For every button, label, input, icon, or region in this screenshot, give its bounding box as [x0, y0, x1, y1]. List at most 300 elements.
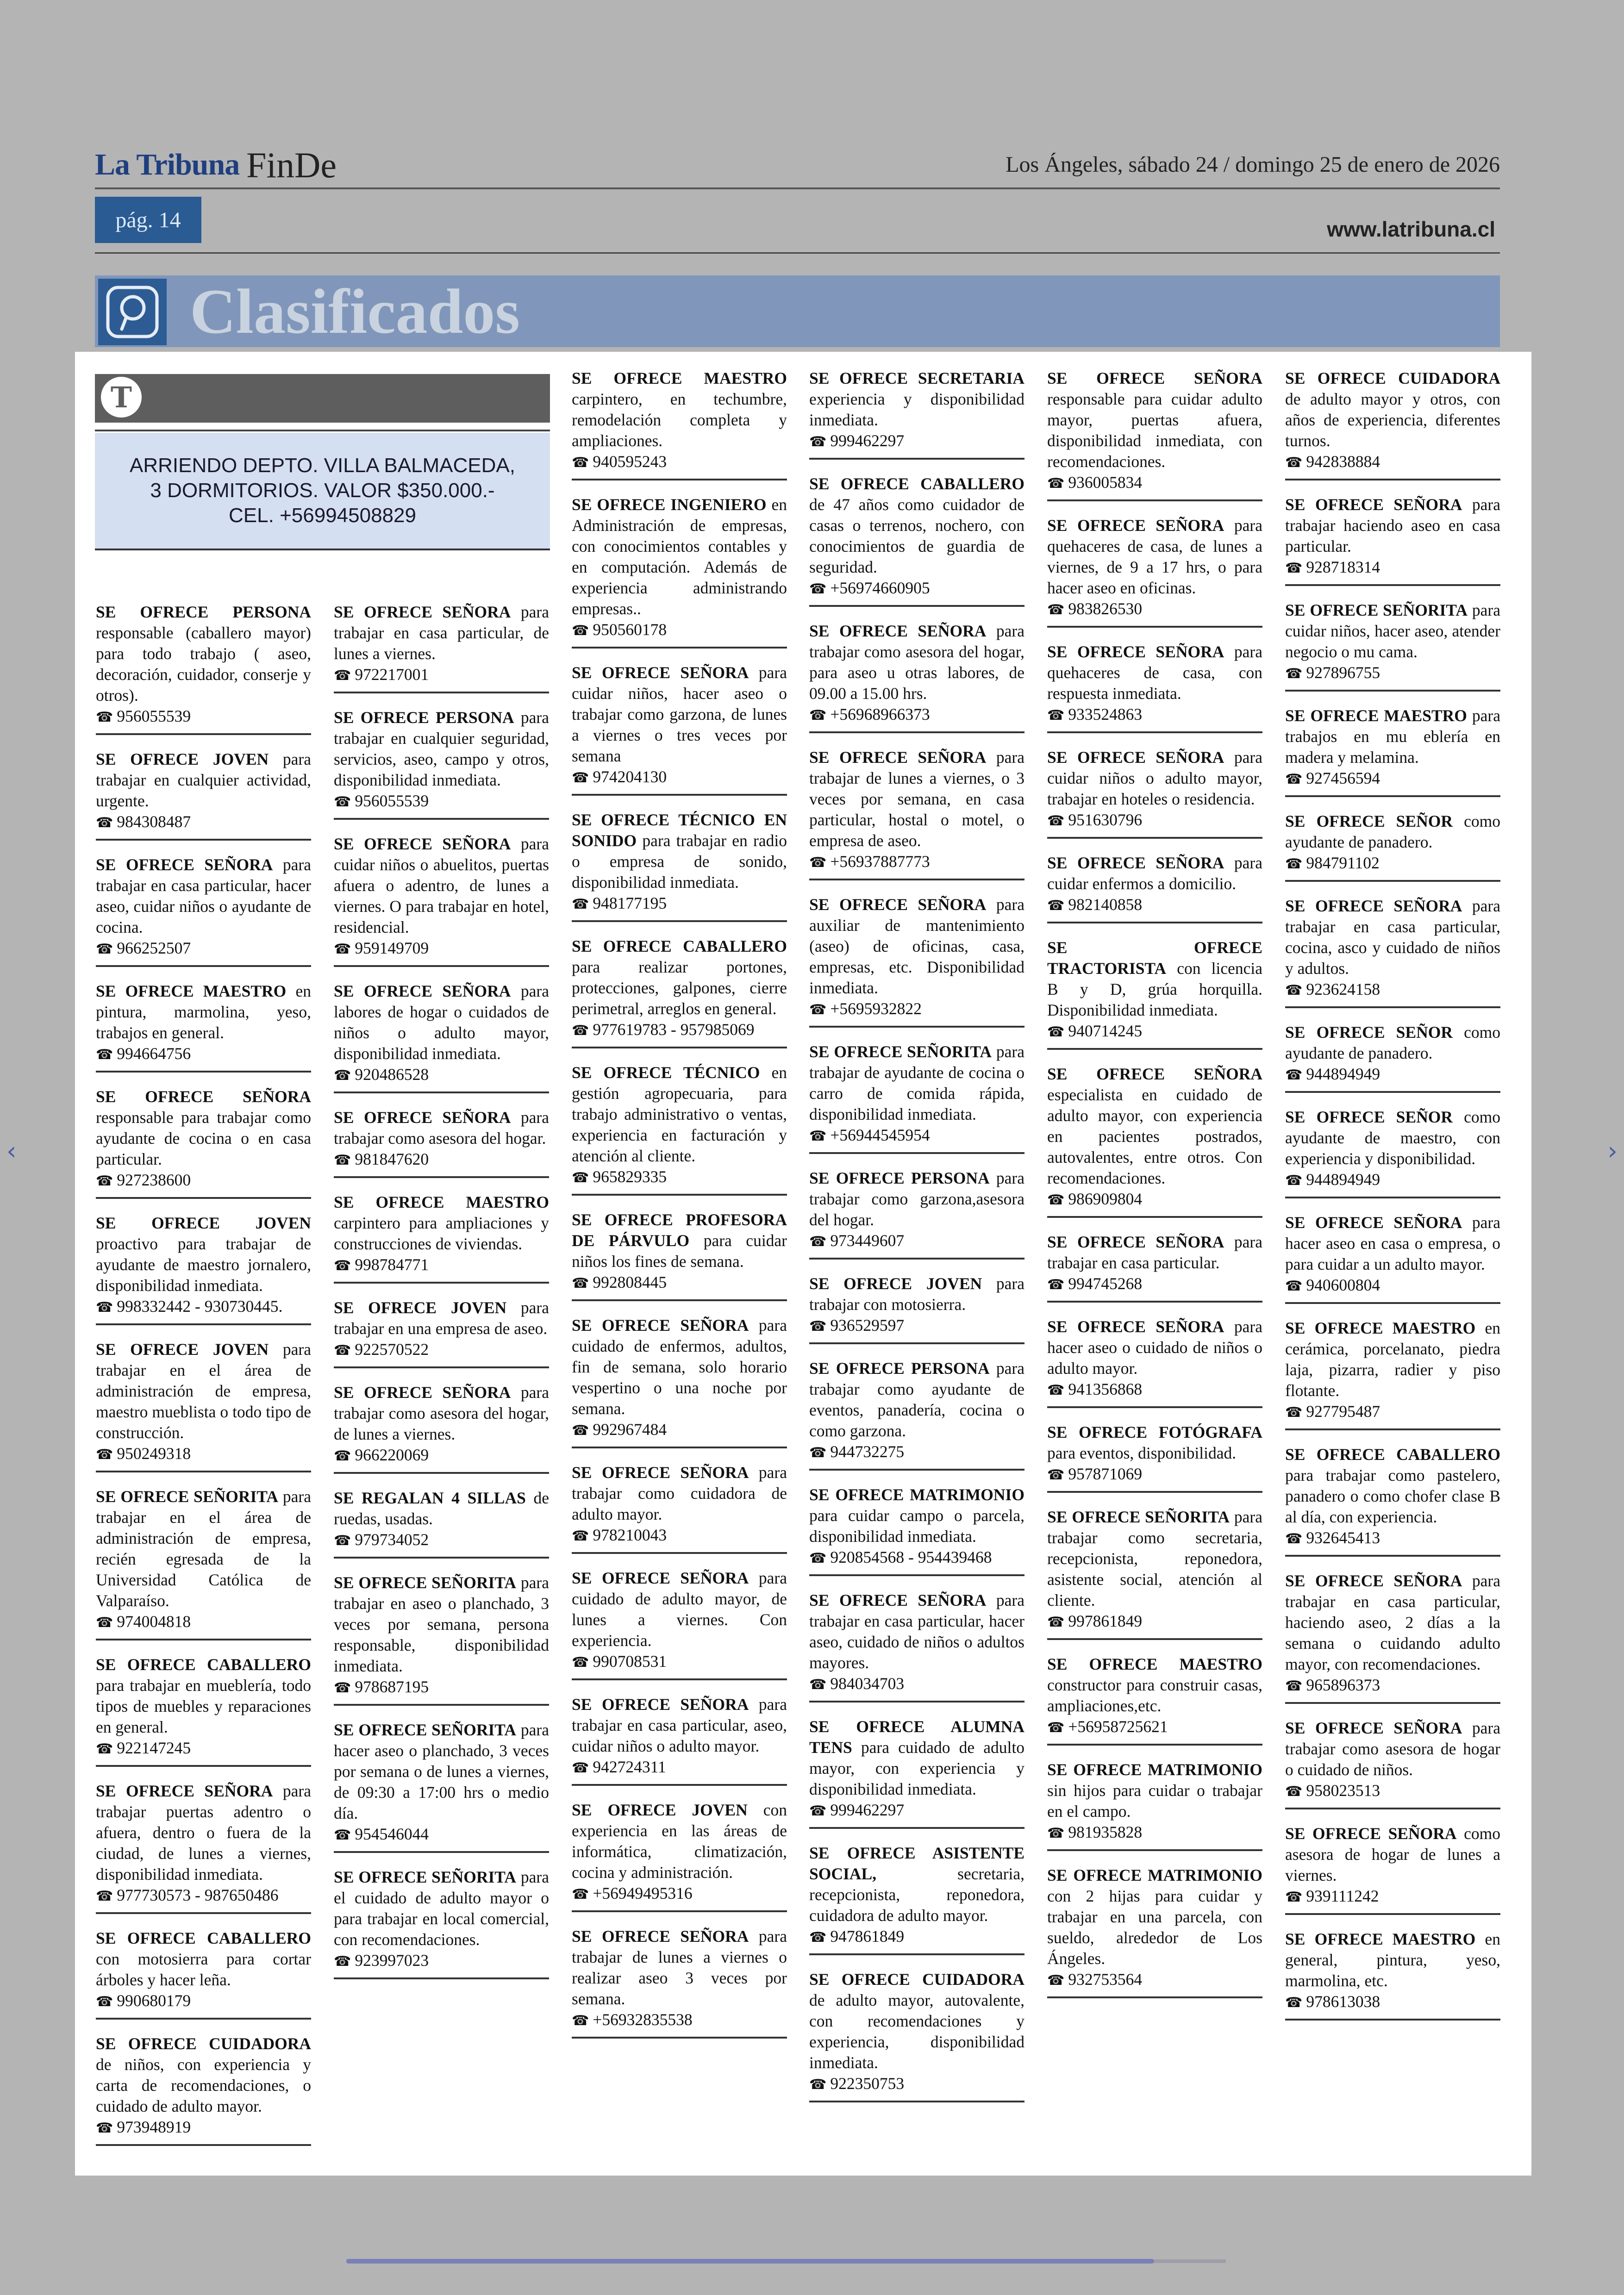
classified-ad — [334, 707, 549, 820]
classified-ad — [809, 621, 1024, 733]
ad-phone: 999462297 — [830, 431, 905, 450]
classified-ad — [1047, 1316, 1262, 1408]
ad-heading: SE OFRECE SEÑORA — [1285, 1572, 1462, 1590]
ad-heading: SE OFRECE SEÑORITA — [1285, 601, 1468, 619]
classified-ad — [334, 1488, 549, 1559]
ad-phone: 982140858 — [1068, 895, 1143, 914]
phone-icon: ☎ — [1047, 1382, 1065, 1398]
ad-body: en gestión agropecuaria, para trabajo administrativo o ventas, experiencia en facturación y atención al cliente. — [572, 1063, 787, 1165]
header-rule — [95, 187, 1500, 189]
ad-body: para hacer aseo o planchado, 3 veces por semana o de lunes a viernes, de 09:30 a 17:00 hrs o medio día. — [334, 1721, 550, 1822]
ad-body: para trabajar como asesora del hogar, para aseo u otras labores, de 09.00 a 15.00 hrs. — [809, 622, 1025, 703]
ad-body: con licencia B y D, grúa horquilla. Disponibilidad inmediata. — [1047, 959, 1262, 1019]
classified-ad — [1047, 1507, 1262, 1640]
phone-icon: ☎ — [1047, 1467, 1065, 1483]
phone-icon: ☎ — [572, 623, 589, 639]
classified-ad — [334, 1720, 549, 1853]
phone-icon: ☎ — [1047, 1192, 1065, 1208]
section-title: Clasificados — [190, 276, 520, 347]
phone-icon: ☎ — [809, 1445, 827, 1461]
classified-ad — [809, 1969, 1024, 2102]
phone-icon: ☎ — [1285, 856, 1303, 872]
featured-ad-line: 3 DORMITORIOS. VALOR $350.000.- — [150, 479, 495, 502]
classified-ad — [96, 1339, 311, 1472]
ad-heading: SE OFRECE MAESTRO — [1047, 1655, 1262, 1673]
ad-heading: SE OFRECE SEÑORA — [572, 1569, 749, 1587]
previous-page-arrow-icon[interactable]: ‹ — [6, 1136, 17, 1166]
ad-heading: SE OFRECE SEÑORA — [1285, 495, 1462, 514]
ad-body: para trabajar en casa particular, haciendo aseo, 2 días a la semana o cuidando adulto mayor, con recomendaciones. — [1285, 1572, 1501, 1673]
ad-phone: 922147245 — [117, 1739, 191, 1757]
phone-icon: ☎ — [572, 1023, 589, 1039]
phone-icon: ☎ — [1285, 1678, 1303, 1694]
ad-body: para trabajar como garzona,asesora del hogar. — [809, 1169, 1025, 1229]
ad-heading: SE OFRECE SEÑORITA — [1047, 1508, 1230, 1526]
phone-icon: ☎ — [334, 941, 351, 957]
classified-ad — [334, 981, 549, 1093]
ad-body: para trabajar puertas adentro o afuera, dentro o fuera de la ciudad, de lunes a viernes, disponibilidad inmediata. — [96, 1782, 312, 1883]
classified-ad — [1047, 853, 1262, 923]
phone-icon: ☎ — [572, 1654, 589, 1671]
ad-heading: SE OFRECE SECRETARIA — [809, 369, 1024, 387]
phone-icon: ☎ — [572, 770, 589, 786]
phone-icon: ☎ — [809, 1318, 827, 1335]
ad-phone: 990708531 — [593, 1652, 667, 1671]
ad-heading: SE OFRECE SEÑORA — [1047, 516, 1224, 535]
classifieds-column-6 — [1285, 368, 1500, 2034]
phone-icon: ☎ — [572, 1528, 589, 1544]
ad-phone: 927896755 — [1306, 663, 1380, 682]
ad-body: para trabajar como ayudante de eventos, panadería, cocina o como garzona. — [809, 1359, 1025, 1440]
ad-body: carpintero para ampliaciones y construcciones de viviendas. — [334, 1214, 549, 1253]
ad-heading: SE OFRECE JOVEN — [96, 1340, 269, 1359]
phone-icon: ☎ — [572, 1760, 589, 1776]
phone-icon: ☎ — [1285, 1784, 1303, 1800]
ad-phone: +5695932822 — [830, 999, 922, 1018]
ad-body: para trabajar en radio o empresa de sonido, disponibilidad inmediata. — [572, 831, 787, 892]
ad-heading: SE OFRECE SEÑORA — [572, 1695, 749, 1714]
ad-phone: +56968966373 — [830, 705, 930, 723]
ad-heading: SE OFRECE PERSONA — [809, 1169, 990, 1187]
ad-heading: SE OFRECE SEÑORITA — [96, 1487, 278, 1506]
phone-icon: ☎ — [334, 1827, 351, 1843]
ad-body: en pintura, marmolina, yeso, trabajos en general. — [96, 982, 312, 1042]
ad-phone: 983826530 — [1068, 599, 1143, 618]
ad-heading: SE OFRECE SEÑORA — [96, 1782, 273, 1800]
phone-icon: ☎ — [1285, 560, 1303, 576]
ad-body: responsable para cuidar adulto mayor, puertas afuera, disponibilidad inmediata, con recomendaciones. — [1047, 390, 1262, 471]
dateline: Los Ángeles, sábado 24 / domingo 25 de enero de 2026 — [1006, 152, 1500, 177]
ad-phone: 978687195 — [355, 1678, 429, 1696]
scrollbar-thumb[interactable] — [346, 2259, 1154, 2264]
classified-ad — [572, 936, 787, 1048]
ad-body: de adulto mayor y otros, con años de experiencia, diferentes turnos. — [1285, 390, 1500, 450]
ad-body: para cuidar niños, hacer aseo o trabajar como garzona, de lunes a viernes o tres veces por semana — [572, 663, 787, 765]
ad-body: con motosierra para cortar árboles y hacer leña. — [96, 1950, 311, 1989]
phone-icon: ☎ — [334, 1448, 351, 1464]
ad-body: de 47 años como cuidador de casas o terrenos, nochero, con conocimientos de guardia de seguridad. — [809, 495, 1024, 576]
ad-phone: +56949495316 — [593, 1884, 693, 1902]
classified-ad — [572, 368, 787, 480]
phone-icon: ☎ — [334, 1953, 351, 1970]
classified-ad — [96, 981, 311, 1073]
phone-icon: ☎ — [1047, 1972, 1065, 1989]
ad-phone: 998784771 — [355, 1255, 429, 1274]
classified-ad — [334, 602, 549, 693]
classified-ad — [809, 368, 1024, 460]
classified-ad — [572, 662, 787, 796]
ad-phone: 928718314 — [1306, 558, 1380, 576]
ad-phone: 947861849 — [830, 1927, 905, 1946]
ad-heading: SE OFRECE PROFESORA DE PÁRVULO — [572, 1210, 787, 1250]
classified-ad — [1285, 368, 1500, 480]
phone-icon: ☎ — [572, 1422, 589, 1439]
ad-heading: SE OFRECE SEÑORA — [334, 835, 511, 853]
ad-body: en Administración de empresas, con conocimientos contables y en computación. Además de experiencia administrando empresas.. — [572, 495, 787, 618]
ad-phone: 981935828 — [1068, 1823, 1143, 1841]
classified-ad — [96, 1486, 311, 1640]
ad-phone: 984034703 — [830, 1674, 905, 1693]
classified-ad — [1285, 600, 1500, 692]
ad-phone: 922350753 — [830, 2074, 905, 2093]
phone-icon: ☎ — [1047, 707, 1065, 723]
ad-body: para trabajar como cuidadora de adulto mayor. — [572, 1463, 787, 1523]
ad-heading: SE OFRECE SEÑORA — [572, 1927, 749, 1946]
website-link[interactable]: www.latribuna.cl — [1327, 217, 1495, 241]
phone-icon: ☎ — [334, 794, 351, 810]
classified-ad — [1047, 1232, 1262, 1303]
ad-phone: 981847620 — [355, 1150, 429, 1168]
ad-phone: 973449607 — [830, 1231, 905, 1250]
phone-icon: ☎ — [809, 1803, 827, 1819]
featured-ad-header — [95, 374, 550, 423]
ad-phone: 944894949 — [1306, 1170, 1380, 1189]
phone-icon: ☎ — [809, 707, 827, 723]
ad-body: sin hijos para cuidar o trabajar en el campo. — [1047, 1781, 1262, 1821]
ad-body: como ayudante de panadero. — [1285, 812, 1500, 851]
ad-heading: SE OFRECE MAESTRO — [1285, 706, 1467, 725]
ad-body: para trabajar en mueblería, todo tipos de muebles y reparaciones en general. — [96, 1676, 311, 1736]
ad-heading: SE OFRECE MATRIMONIO — [1047, 1866, 1262, 1884]
ad-body: para trabajar como asesora de hogar o cuidado de niños. — [1285, 1719, 1501, 1779]
ad-body: para trabajar en una empresa de aseo. — [334, 1298, 549, 1338]
featured-ad — [95, 433, 550, 550]
ad-heading: SE OFRECE SEÑORITA — [334, 1868, 516, 1886]
ad-body: para auxiliar de mantenimiento (aseo) de oficinas, casa, empresas, etc. Disponibilidad inmediata. — [809, 895, 1025, 997]
phone-icon: ☎ — [809, 434, 827, 450]
phone-icon: ☎ — [334, 667, 351, 684]
ad-body: responsable para trabajar como ayudante de cocina o en casa particular. — [96, 1108, 311, 1168]
ad-phone: +56958725621 — [1068, 1717, 1168, 1736]
ad-heading: SE OFRECE SEÑORA — [96, 1087, 311, 1106]
classified-ad — [96, 1213, 311, 1325]
ad-heading: SE OFRECE SEÑOR — [1285, 1108, 1453, 1126]
ad-body: para quehaceres de casa, con respuesta inmediata. — [1047, 642, 1263, 703]
ad-phone: 927238600 — [117, 1171, 191, 1189]
ad-body: para trabajar de ayudante de cocina o carro de comida rápida, disponibilidad inmediata. — [809, 1042, 1025, 1123]
ad-phone: 994664756 — [117, 1044, 191, 1063]
classified-ad — [809, 1358, 1024, 1471]
ad-body: para trabajar en el área de administración de empresa, maestro mueblista o todo tipo de construcción. — [96, 1340, 311, 1442]
classified-ad — [334, 834, 549, 967]
ad-heading: SE OFRECE SEÑORITA — [809, 1042, 992, 1061]
classified-ad — [1047, 1654, 1262, 1746]
classified-ad — [96, 602, 311, 735]
ad-body: para trabajar en casa particular, aseo, cuidar niños o adulto mayor. — [572, 1695, 787, 1755]
classified-ad — [334, 1867, 549, 1979]
ad-heading: SE OFRECE TRACTORISTA — [1047, 938, 1262, 978]
ad-heading: SE OFRECE SEÑORA — [1285, 1213, 1462, 1232]
classified-ad — [1047, 1422, 1262, 1493]
ad-phone: 966252507 — [117, 939, 191, 957]
phone-icon: ☎ — [809, 1128, 827, 1144]
ad-heading: SE OFRECE MATRIMONIO — [1047, 1760, 1262, 1779]
ad-body: para trabajar en casa particular, cocina, asco y cuidado de niños y adultos. — [1285, 897, 1501, 978]
classified-ad — [334, 1107, 549, 1178]
ad-phone: 965829335 — [593, 1167, 667, 1186]
phone-icon: ☎ — [96, 2120, 113, 2136]
ad-heading: SE OFRECE JOVEN — [96, 1214, 311, 1232]
classified-ad — [96, 1781, 311, 1914]
ad-body: secretaria, recepcionista, reponedora, cuidadora de adulto mayor. — [809, 1865, 1024, 1925]
ad-phone: 956055539 — [355, 792, 429, 810]
ad-phone: 998332442 - 930730445. — [117, 1297, 283, 1316]
ad-phone: 942838884 — [1306, 452, 1380, 471]
ad-body: responsable (caballero mayor) para todo trabajo ( aseo, decoración, cuidador, conserje y otros). — [96, 624, 311, 705]
ad-body: de adulto mayor, autovalente, con recomendaciones y experiencia, disponibilidad inmediata. — [809, 1991, 1024, 2072]
phone-icon: ☎ — [96, 1615, 113, 1631]
classified-ad — [1285, 896, 1500, 1008]
classified-ad — [96, 749, 311, 841]
ad-phone: 958023513 — [1306, 1781, 1380, 1800]
ad-body: en general, pintura, yeso, marmolina, etc. — [1285, 1930, 1501, 1990]
ad-heading: SE OFRECE SEÑOR — [1285, 1023, 1453, 1041]
ad-body: para quehaceres de casa, de lunes a viernes, de 9 a 17 hrs, o para hacer aseo en oficinas. — [1047, 516, 1263, 597]
phone-icon: ☎ — [96, 1299, 113, 1316]
ad-body: para trabajar como pastelero, panadero o como chofer clase B al día, con experiencia. — [1285, 1466, 1500, 1526]
ad-heading: SE OFRECE JOVEN — [572, 1801, 748, 1819]
ad-heading: SE OFRECE SEÑORA — [809, 622, 987, 640]
phone-icon: ☎ — [1285, 1889, 1303, 1905]
ad-body: como ayudante de panadero. — [1285, 1023, 1500, 1062]
ad-body: para hacer aseo o cuidado de niños o adulto mayor. — [1047, 1317, 1263, 1378]
phone-icon: ☎ — [809, 581, 827, 597]
classified-ad — [96, 2033, 311, 2146]
classified-ad — [96, 1928, 311, 2020]
phone-icon: ☎ — [1047, 1024, 1065, 1040]
phone-icon: ☎ — [572, 2013, 589, 2029]
phone-icon: ☎ — [334, 1533, 351, 1549]
phone-icon: ☎ — [1285, 1995, 1303, 2011]
ad-phone: 959149709 — [355, 939, 429, 957]
ad-heading: SE OFRECE ALUMNA TENS — [809, 1717, 1024, 1757]
ad-phone: +56944545954 — [830, 1126, 930, 1144]
ad-body: para trabajos en mu eblería en madera y melamina. — [1285, 706, 1501, 767]
phone-icon: ☎ — [1285, 1172, 1303, 1189]
classified-ad — [809, 1716, 1024, 1829]
classified-ad — [1047, 937, 1262, 1050]
classified-ad — [572, 1315, 787, 1448]
ad-phone: 920854568 - 954439468 — [830, 1548, 992, 1566]
phone-icon: ☎ — [96, 1888, 113, 1904]
ad-body: de niños, con experiencia y carta de recomendaciones, o cuidado de adulto mayor. — [96, 2055, 311, 2115]
classified-ad — [1285, 1022, 1500, 1093]
ad-phone: 978210043 — [593, 1526, 667, 1544]
ad-heading: SE OFRECE SEÑORA — [1047, 748, 1224, 767]
classified-ad — [96, 1086, 311, 1199]
classified-ad — [809, 474, 1024, 607]
ad-phone: 932645413 — [1306, 1528, 1380, 1547]
ad-phone: 944894949 — [1306, 1065, 1380, 1083]
classified-ad — [809, 1590, 1024, 1703]
ad-phone: 936529597 — [830, 1316, 905, 1335]
ad-phone: 999462297 — [830, 1801, 905, 1819]
phone-icon: ☎ — [96, 1173, 113, 1189]
ad-heading: SE OFRECE SEÑORA — [572, 663, 749, 682]
phone-icon: ☎ — [334, 1680, 351, 1696]
tribuna-logo-icon: T — [98, 374, 144, 420]
ad-heading: SE OFRECE SEÑORA — [1047, 369, 1262, 387]
ad-phone: 979734052 — [355, 1530, 429, 1549]
ad-body: para trabajar haciendo aseo en casa particular. — [1285, 495, 1501, 555]
ad-body: especialista en cuidado de adulto mayor, con experiencia en pacientes postrados, autovalentes, entre otros. Con recomendaciones. — [1047, 1085, 1262, 1187]
ad-phone: 951630796 — [1068, 811, 1143, 829]
phone-icon: ☎ — [572, 896, 589, 912]
classified-ad — [572, 810, 787, 922]
classified-ad — [1047, 747, 1262, 839]
ad-phone: 933524863 — [1068, 705, 1143, 723]
ad-body: para cuidar niños o adulto mayor, trabajar en hoteles o residencia. — [1047, 748, 1263, 808]
ad-body: constructor para construir casas, ampliaciones,etc. — [1047, 1676, 1262, 1715]
phone-icon: ☎ — [1285, 982, 1303, 998]
phone-icon: ☎ — [809, 854, 827, 871]
ad-body: para trabajar en casa particular, de lunes a viernes. — [334, 603, 550, 663]
classified-ad — [96, 1654, 311, 1767]
ad-phone: 992967484 — [593, 1420, 667, 1439]
ad-heading: SE OFRECE FOTÓGRAFA — [1047, 1423, 1262, 1441]
classified-ad — [572, 1800, 787, 1912]
ad-body: para cuidar campo o parcela, disponibilidad inmediata. — [809, 1506, 1024, 1546]
phone-icon: ☎ — [1285, 1278, 1303, 1294]
featured-ad-line: ARRIENDO DEPTO. VILLA BALMACEDA, — [130, 454, 515, 477]
ad-phone: 972217001 — [355, 665, 429, 684]
ad-heading: SE OFRECE SEÑOR — [1285, 812, 1453, 830]
ad-body: para cuidado de adulto mayor, con experiencia y disponibilidad inmediata. — [809, 1738, 1025, 1798]
header-rule-2 — [95, 252, 1500, 254]
phone-icon: ☎ — [96, 1047, 113, 1063]
classified-ad — [572, 1926, 787, 2039]
ad-heading: SE OFRECE SEÑORA — [334, 982, 511, 1000]
ad-body: proactivo para trabajar de ayudante de maestro jornalero, disponibilidad inmediata. — [96, 1235, 311, 1295]
ad-body: para trabajar como asesora del hogar, de lunes a viernes. — [334, 1383, 550, 1443]
phone-icon: ☎ — [572, 1275, 589, 1291]
ad-phone: 940714245 — [1068, 1022, 1143, 1040]
classified-ad — [572, 1062, 787, 1196]
ad-body: para labores de hogar o cuidados de niños o adulto mayor, disponibilidad inmediata. — [334, 982, 550, 1063]
phone-icon: ☎ — [1047, 813, 1065, 829]
ad-phone: 997861849 — [1068, 1612, 1143, 1630]
featured-ad-line: CEL. +56994508829 — [229, 504, 416, 527]
ad-phone: +56932835538 — [593, 2010, 693, 2029]
ad-heading: SE OFRECE SEÑORA — [1285, 897, 1462, 915]
ad-phone: 940595243 — [593, 452, 667, 471]
ad-body: con experiencia en las áreas de informática, climatización, cocina y administración. — [572, 1801, 787, 1882]
ad-body: para hacer aseo en casa o empresa, o para cuidar a un adulto mayor. — [1285, 1213, 1501, 1273]
classified-ad — [1285, 1107, 1500, 1198]
ad-body: para cuidar niños los fines de semana. — [572, 1231, 787, 1271]
ad-body: para trabajar como asesora del hogar. — [334, 1108, 550, 1148]
ad-phone: 939111242 — [1306, 1887, 1379, 1905]
ad-phone: 941356868 — [1068, 1380, 1143, 1398]
ad-heading: SE OFRECE MAESTRO — [1285, 1319, 1476, 1337]
phone-icon: ☎ — [809, 1929, 827, 1946]
ad-phone: 944732275 — [830, 1442, 905, 1461]
classified-ad — [809, 747, 1024, 880]
ad-body: para trabajar en casa particular. — [1047, 1233, 1263, 1272]
ad-phone: 927456594 — [1306, 769, 1380, 787]
ad-phone: 965896373 — [1306, 1676, 1380, 1694]
ad-body: experiencia y disponibilidad inmediata. — [809, 390, 1024, 429]
ad-phone: 932753564 — [1068, 1970, 1143, 1989]
ad-body: para cuidar enfermos a domicilio. — [1047, 854, 1263, 893]
classified-ad — [572, 1568, 787, 1680]
ad-body: como asesora de hogar de lunes a viernes. — [1285, 1824, 1500, 1884]
classified-ad — [1047, 515, 1262, 628]
classifieds-column-5 — [1047, 368, 1262, 2012]
phone-icon: ☎ — [96, 941, 113, 957]
ad-body: para trabajar de lunes a viernes, o 3 veces por semana, en casa particular, hostal o motel, o empresa de aseo. — [809, 748, 1025, 850]
ad-heading: SE OFRECE SEÑORA — [572, 1463, 749, 1482]
ad-phone: 984791102 — [1306, 854, 1380, 872]
ad-body: para cuidado de adulto mayor, de lunes a viernes. Con experiencia. — [572, 1569, 787, 1650]
ad-heading: SE OFRECE MAESTRO — [572, 369, 787, 387]
classified-ad — [1285, 1444, 1500, 1557]
classifieds-column-4 — [809, 368, 1024, 2116]
ad-heading: SE OFRECE SEÑORA — [809, 895, 987, 914]
ad-heading: SE OFRECE SEÑORITA — [334, 1573, 516, 1592]
page-number-badge: pág. 14 — [95, 197, 201, 243]
phone-icon: ☎ — [572, 1886, 589, 1902]
ad-heading: SE OFRECE MATRIMONIO — [809, 1485, 1024, 1504]
ad-body: para trabajar en el área de administración de empresa, recién egresada de la Universidad Católica de Valparaíso. — [96, 1487, 312, 1610]
ad-body: para trabajar en casa particular, hacer aseo, cuidado de niños o adultos mayores. — [809, 1591, 1025, 1672]
ad-heading: SE OFRECE SEÑORA — [809, 748, 987, 767]
ad-phone: 922570522 — [355, 1340, 429, 1359]
ad-heading: SE OFRECE SEÑORA — [809, 1591, 987, 1609]
ad-phone: 984308487 — [117, 812, 191, 831]
ad-body: para eventos, disponibilidad. — [1047, 1444, 1237, 1462]
classified-ad — [1047, 1064, 1262, 1218]
ad-body: para trabajar en cualquier actividad, urgente. — [96, 750, 311, 810]
phone-icon: ☎ — [334, 1152, 351, 1168]
ad-body: para trabajar de lunes a viernes o realizar aseo 3 veces por semana. — [572, 1927, 787, 2008]
ad-body: para trabajar como secretaria, recepcionista, reponedora, asistente social, atención al cliente. — [1047, 1508, 1263, 1609]
ad-heading: SE OFRECE MAESTRO — [334, 1193, 549, 1211]
ad-heading: SE OFRECE CUIDADORA — [1285, 369, 1500, 387]
next-page-arrow-icon[interactable]: › — [1607, 1136, 1618, 1166]
phone-icon: ☎ — [1047, 602, 1065, 618]
ad-heading: SE OFRECE JOVEN — [96, 750, 269, 768]
phone-icon: ☎ — [334, 1067, 351, 1084]
ad-body: para trabajar en casa particular, hacer aseo, cuidar niños o ayudante de cocina. — [96, 855, 312, 936]
classifieds-column-3 — [572, 368, 787, 2052]
ad-heading: SE OFRECE TÉCNICO — [572, 1063, 760, 1082]
ad-phone: 957871069 — [1068, 1465, 1143, 1483]
ad-phone: 977619783 - 957985069 — [593, 1020, 755, 1039]
ad-phone: 942724311 — [593, 1758, 666, 1776]
ad-heading: SE OFRECE SEÑORA — [334, 1383, 511, 1402]
classifieds-column-2 — [334, 602, 549, 1993]
